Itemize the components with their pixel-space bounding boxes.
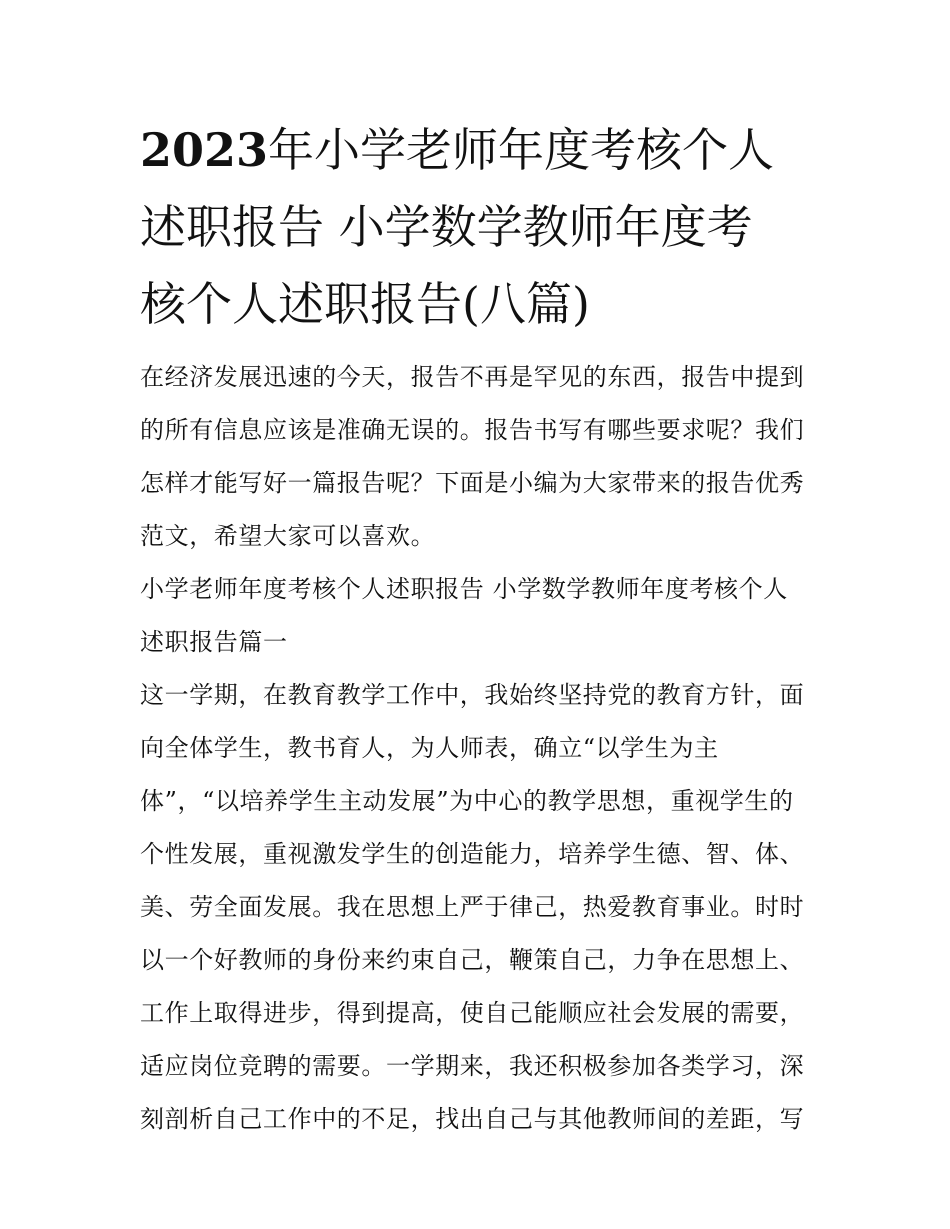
title-line-3: 核个人述职报告(八篇) (140, 277, 590, 331)
body-line: 体”，“以培养学生主动发展”为中心的教学思想，重视学生的 (140, 787, 794, 815)
document-body (140, 351, 812, 1146)
body-line: 向全体学生，教书育人，为人师表，确立“以学生为主 (140, 734, 719, 762)
body-line: 刻剖析自己工作中的不足，找出自己与其他教师间的差距，写 (140, 1105, 805, 1133)
body-paragraph (140, 669, 812, 1146)
body-line: 美、劳全面发展。我在思想上严于律己，热爱教育事业。时时 (140, 893, 805, 921)
body-line: 以一个好教师的身份来约束自己，鞭策自己，力争在思想上、 (140, 946, 805, 974)
document-content (140, 112, 812, 1146)
body-line: 工作上取得进步，得到提高，使自己能顺应社会发展的需要， (140, 999, 805, 1027)
title-year: 2023 (140, 123, 269, 177)
section-heading-line: 述职报告篇一 (140, 628, 288, 656)
body-line: 适应岗位竞聘的需要。一学期来，我还积极参加各类学习，深 (140, 1052, 805, 1080)
section-heading-line: 小学老师年度考核个人述职报告 小学数学教师年度考核个人 (140, 575, 788, 603)
body-line: 个性发展，重视激发学生的创造能力，培养学生德、智、体、 (140, 840, 805, 868)
title-line-1-text: 年小学老师年度考核个人 (268, 123, 775, 177)
title-line-2: 述职报告 小学数学教师年度考 (140, 200, 753, 254)
document-title (140, 112, 812, 343)
title-line-1 (140, 112, 812, 189)
intro-line: 的所有信息应该是准确无误的。报告书写有哪些要求呢？我们 (140, 416, 805, 444)
intro-paragraph (140, 351, 812, 563)
intro-line: 在经济发展迅速的今天，报告不再是罕见的东西，报告中提到 (140, 363, 805, 391)
section-heading (140, 563, 812, 669)
intro-line: 怎样才能写好一篇报告呢？下面是小编为大家带来的报告优秀 (140, 469, 805, 497)
intro-line: 范文，希望大家可以喜欢。 (140, 522, 436, 550)
body-line: 这一学期，在教育教学工作中，我始终坚持党的教育方针，面 (140, 681, 805, 709)
